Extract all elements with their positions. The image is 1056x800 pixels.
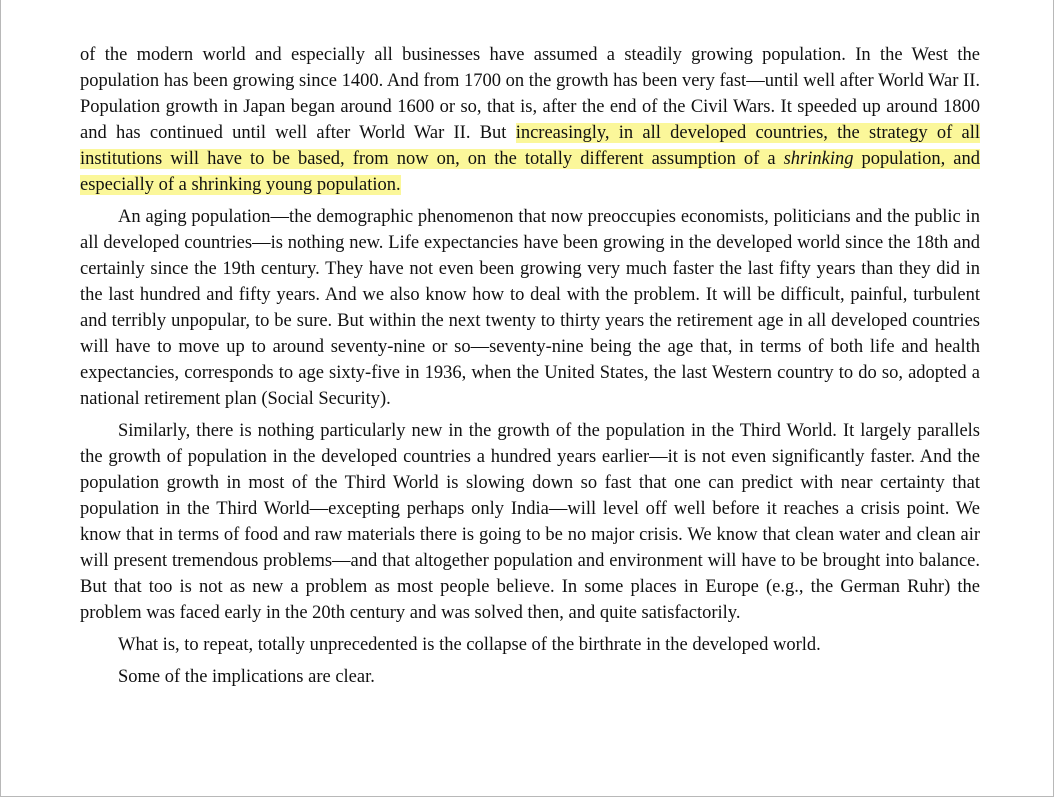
highlight-text-start: increasingly, in all developed countries, the strategy of all institutions will have to be based, from now on, on the totally different assumption of a: [80, 123, 980, 169]
highlight-text-italic: shrinking: [783, 149, 854, 169]
paragraph-4: What is, to repeat, totally unprecedented is the collapse of the birthrate in the developed world.: [118, 635, 821, 655]
paragraph-2: An aging population—the demographic phenomenon that now preoccupies economists, politicians and the public in all developed countries—is nothing new. Life expectancies have been growing in the developed world since the 18th and certainly since the 19th century. They have not even been growing very much faster the last fifty years than they did in the last hundred and fifty years. And we also know how to deal with the problem. It will be difficult, painful, turbulent and terribly unpopular, to be sure. But within the next twenty to thirty years the retirement age in all developed countries will have to move up to around seventy-nine or so—seventy-nine being the age that, in terms of both life and health expectancies, corresponds to age sixty-five in 1936, when the United States, the last Western country to do so, adopted a national retirement plan (Social Security).: [80, 207, 980, 409]
paragraph-1-text: of the modern world and especially all businesses have assumed a steadily growing population. In the West the population has been growing since 1400. And from 1700 on the growth has been very fast—until well after World War II. Population growth in Japan began around 1600 or so, that is, after the end of the Civil Wars. It speeded up around 1800 and has continued until well after World War II. But: [80, 45, 980, 143]
document-body: [80, 42, 980, 696]
highlight-text-end: population, and especially of a shrinking young population.: [80, 149, 981, 195]
paragraph-1: [80, 42, 980, 198]
paragraph-3: Similarly, there is nothing particularly new in the growth of the population in the Third World. It largely parallels the growth of population in the developed countries a hundred years earlier—it is not even significantly faster. And the population growth in most of the Third World is slowing down so fast that one can predict with near certainty that population in the Third World—excepting perhaps only India—will level off well before it reaches a crisis point. We know that in terms of food and raw materials there is going to be no major crisis. We know that clean water and clean air will present tremendous problems—and that altogether population and environment will have to be brought into balance. But that too is not as new a problem as most people believe. In some places in Europe (e.g., the German Ruhr) the problem was faced early in the 20th century and was solved then, and quite satisfactorily.: [80, 421, 980, 623]
paragraph-5: Some of the implications are clear.: [118, 667, 375, 687]
